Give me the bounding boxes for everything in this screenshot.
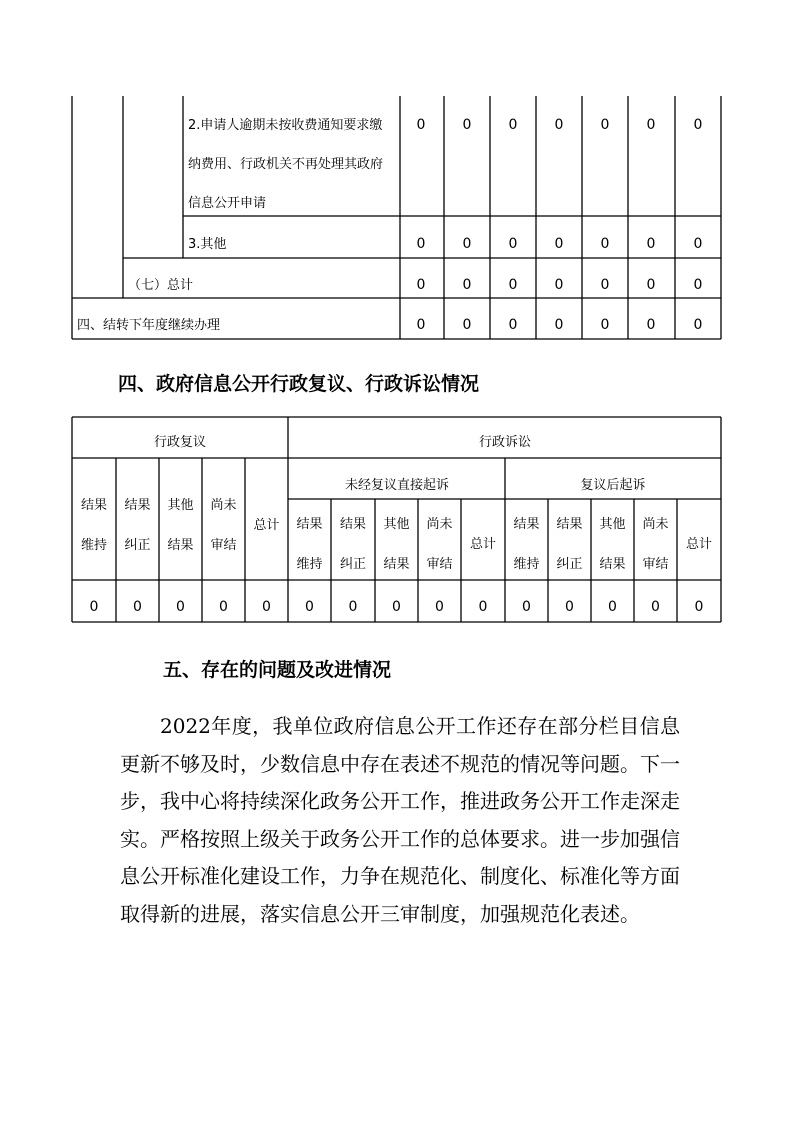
litigation-header: 行政诉讼 xyxy=(478,435,532,450)
subcol-0-line0: 结果 xyxy=(80,498,108,513)
section4-heading: 四、政府信息公开行政复议、行政诉讼情况 xyxy=(118,373,480,395)
subcol-13-line0: 尚未 xyxy=(642,517,669,532)
table2-text xyxy=(154,435,646,493)
table2-value-13: 0 xyxy=(651,599,660,615)
subcol-8-line1: 审结 xyxy=(426,557,453,572)
subcol-1-line0: 结果 xyxy=(124,498,151,513)
row_carryover-value-4: 0 xyxy=(600,317,610,333)
row_carryover-value-3: 0 xyxy=(554,317,564,333)
table2-value-6: 0 xyxy=(348,599,358,615)
subcol-12-line1: 结果 xyxy=(599,557,626,572)
subcol-2-line0: 其他 xyxy=(167,498,194,513)
section5-heading: 五、存在的问题及改进情况 xyxy=(163,659,392,681)
subcol-6-line0: 结果 xyxy=(339,517,367,532)
row_fee_notice-value-3: 0 xyxy=(554,117,564,133)
subcol-7-line0: 其他 xyxy=(383,517,410,532)
subcol-14-line0: 总计 xyxy=(685,537,713,552)
subcol-1-line1: 纠正 xyxy=(124,538,151,553)
review-header: 行政复议 xyxy=(153,435,207,450)
row_carryover-value-6: 0 xyxy=(693,317,703,333)
row_total-value-6: 0 xyxy=(693,277,703,293)
row_carryover-value-0: 0 xyxy=(416,317,426,333)
table2-value-10: 0 xyxy=(522,599,531,615)
table1-grid-lines xyxy=(72,96,721,339)
row_fee_notice-value-1: 0 xyxy=(462,117,472,133)
subcol-4-line0: 总计 xyxy=(253,518,280,533)
row_carryover-value-2: 0 xyxy=(508,317,518,333)
row_other-value-0: 0 xyxy=(416,236,426,252)
row_other-value-5: 0 xyxy=(646,236,656,252)
row-other-label: 3.其他 xyxy=(188,237,227,252)
subcol-13-line1: 审结 xyxy=(642,557,669,572)
row_carryover-value-5: 0 xyxy=(646,317,656,333)
subcol-10-line1: 维持 xyxy=(513,557,540,572)
subcol-5-line0: 结果 xyxy=(296,517,323,532)
row_total-value-0: 0 xyxy=(416,277,426,293)
table2-value-14: 0 xyxy=(694,599,704,615)
table2-value-8: 0 xyxy=(435,599,444,615)
table2-value-7: 0 xyxy=(392,599,401,615)
row-carryover-label: 四、结转下年度继续办理 xyxy=(77,318,221,333)
table2-grid-lines xyxy=(72,417,721,622)
row_carryover-value-1: 0 xyxy=(462,317,472,333)
table2-value-5: 0 xyxy=(305,599,314,615)
direct-suit-header: 未经复议直接起诉 xyxy=(344,478,450,493)
row_fee_notice-value-2: 0 xyxy=(508,117,518,133)
row_other-value-6: 0 xyxy=(693,236,703,252)
row_fee_notice-value-6: 0 xyxy=(693,117,703,133)
subcol-9-line0: 总计 xyxy=(469,537,497,552)
row_other-value-1: 0 xyxy=(462,236,472,252)
table2-value-9: 0 xyxy=(478,599,488,615)
subcol-5-line1: 维持 xyxy=(296,557,323,572)
row_fee_notice-value-0: 0 xyxy=(416,117,426,133)
subcol-11-line1: 纠正 xyxy=(556,557,583,572)
row-fee-notice-label-line2: 纳费用、行政机关不再处理其政府 xyxy=(188,157,384,172)
subcol-2-line1: 结果 xyxy=(167,538,194,553)
row_fee_notice-value-5: 0 xyxy=(646,117,656,133)
table2-values xyxy=(90,599,704,615)
disclosure-stats-table-continued xyxy=(0,0,793,345)
row_total-value-3: 0 xyxy=(554,277,564,293)
row_total-value-5: 0 xyxy=(646,277,656,293)
row_total-value-1: 0 xyxy=(462,277,472,293)
table2-value-0: 0 xyxy=(89,599,99,615)
subcol-7-line1: 结果 xyxy=(383,557,410,572)
subcol-8-line0: 尚未 xyxy=(426,517,453,532)
table1-values xyxy=(417,117,703,333)
row_other-value-3: 0 xyxy=(554,236,564,252)
subcol-0-line1: 维持 xyxy=(80,538,108,553)
row-fee-notice-label-line1: 2.申请人逾期未按收费通知要求缴 xyxy=(188,118,383,133)
row_fee_notice-value-4: 0 xyxy=(600,117,610,133)
row_total-value-2: 0 xyxy=(508,277,518,293)
subcol-10-line0: 结果 xyxy=(513,517,540,532)
table2-value-3: 0 xyxy=(219,599,228,615)
row_other-value-2: 0 xyxy=(508,236,518,252)
row_other-value-4: 0 xyxy=(600,236,610,252)
subcol-3-line0: 尚未 xyxy=(210,498,237,513)
after-review-suit-header: 复议后起诉 xyxy=(580,478,646,493)
row-total-label: （七）总计 xyxy=(128,278,194,293)
table2-value-2: 0 xyxy=(176,599,185,615)
table2-value-12: 0 xyxy=(608,599,617,615)
table2-value-1: 0 xyxy=(133,599,142,615)
subcol-12-line0: 其他 xyxy=(599,517,626,532)
improvement-paragraph: 2022年度，我单位政府信息公开工作还存在部分栏目信息更新不够及时，少数信息中存在表述不规范的情况等问题。下一步，我中心将持续深化政务公开工作，推进政务公开工作走深走实。严格按照上级关于政务公开工作的总体要求。进一步加强信息公开标准化建设工作，力争在规范化、制度化、标准化等方面取得新的进展，落实信息公开三审制度，加强规范化表述。 xyxy=(120,714,680,926)
subcol-3-line1: 审结 xyxy=(210,538,237,553)
table2-subcolumn-labels xyxy=(81,497,712,572)
row-fee-notice-label-line3: 信息公开申请 xyxy=(188,196,267,211)
subcol-6-line1: 纠正 xyxy=(339,557,367,572)
table2-value-4: 0 xyxy=(262,599,271,615)
subcol-11-line0: 结果 xyxy=(556,517,583,532)
table2-value-11: 0 xyxy=(565,599,574,615)
row_total-value-4: 0 xyxy=(600,277,610,293)
